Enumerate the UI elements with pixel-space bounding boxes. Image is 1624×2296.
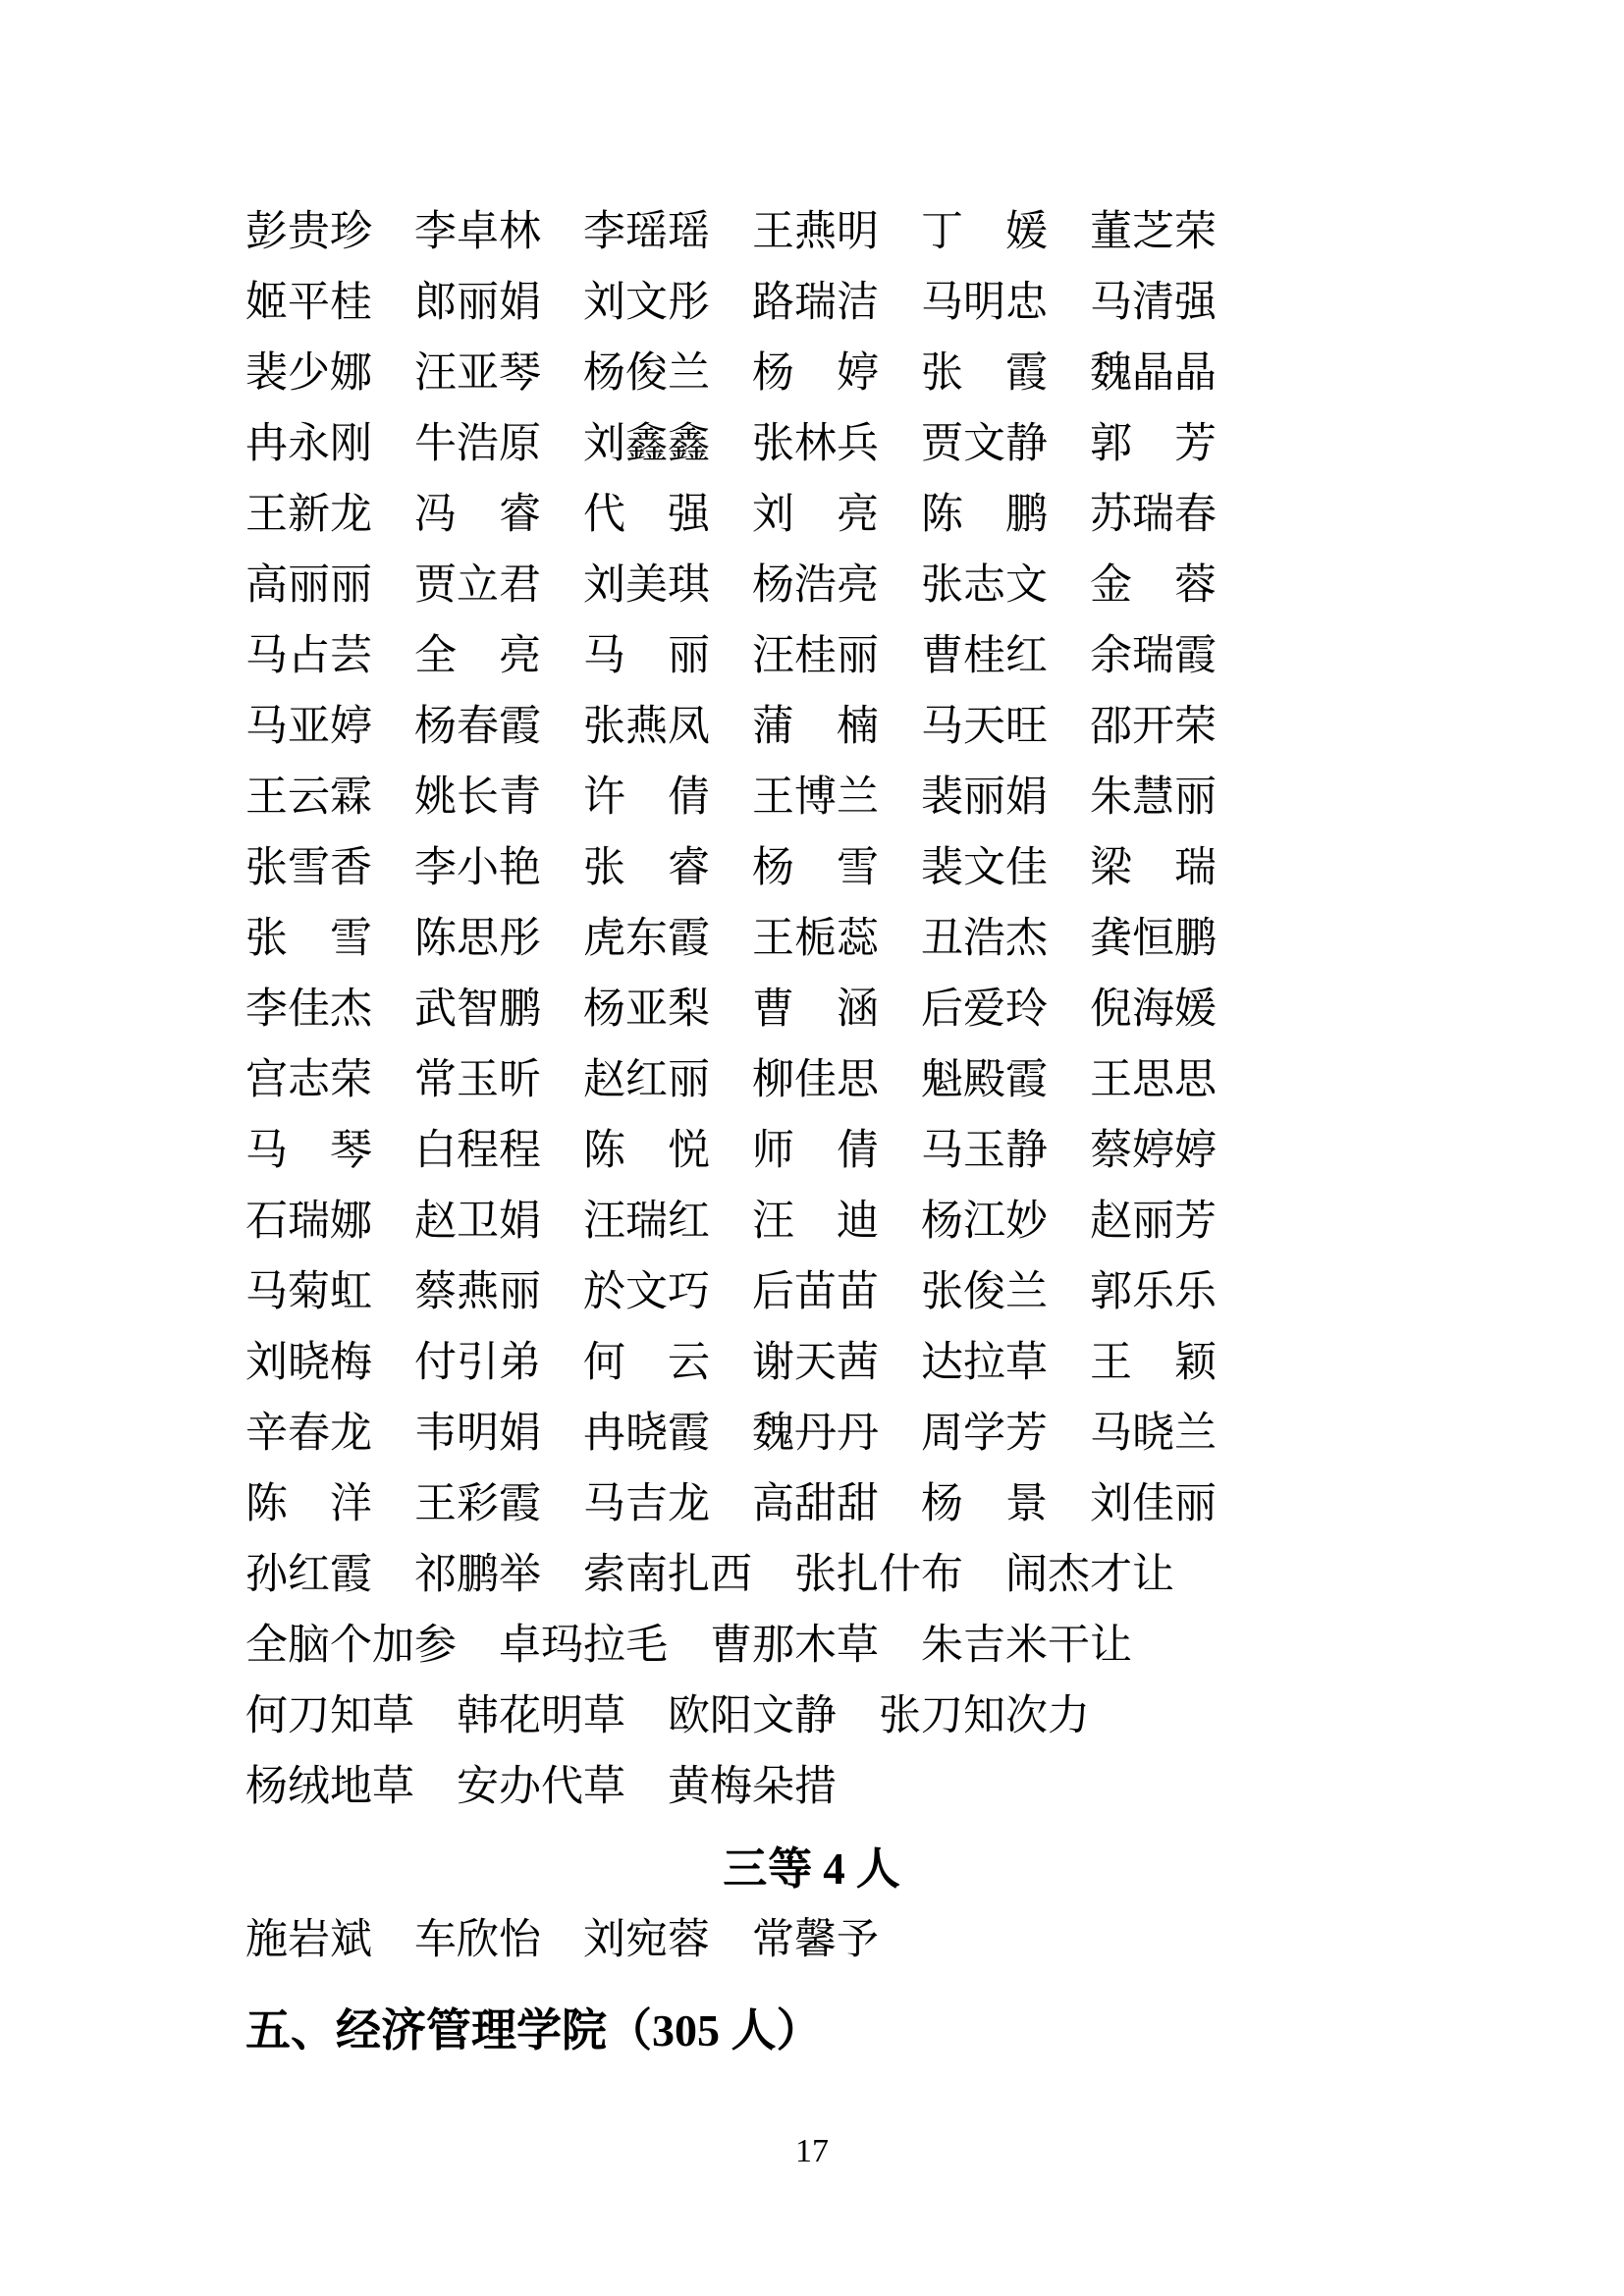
person-name: 邵开荣 xyxy=(1090,704,1217,750)
person-name: 裴文佳 xyxy=(921,845,1048,891)
person-name: 杨 景 xyxy=(921,1481,1048,1527)
person-name: 宫志荣 xyxy=(245,1057,372,1103)
name-row xyxy=(245,1187,1379,1257)
name-row xyxy=(245,1469,1379,1540)
name-row xyxy=(245,1257,1379,1328)
person-name: 裴少娜 xyxy=(245,350,372,397)
person-name: 张刀知次力 xyxy=(879,1693,1090,1739)
person-name: 白程程 xyxy=(414,1128,541,1174)
person-name: 李小艳 xyxy=(414,845,541,891)
person-name: 马清强 xyxy=(1090,280,1217,326)
person-name: 索南扎西 xyxy=(583,1552,752,1598)
person-name: 高丽丽 xyxy=(245,562,372,609)
person-name: 彭贵珍 xyxy=(245,209,372,255)
name-row xyxy=(245,1540,1379,1611)
grade-heading-prefix: 三等 xyxy=(723,1844,814,1894)
name-row xyxy=(245,197,1379,268)
person-name: 杨浩亮 xyxy=(752,562,879,609)
person-name: 马菊虹 xyxy=(245,1269,372,1315)
person-name: 刘美琪 xyxy=(583,562,710,609)
person-name: 刘晓梅 xyxy=(245,1340,372,1386)
name-row xyxy=(245,551,1379,621)
person-name: 魏丹丹 xyxy=(752,1411,879,1457)
person-name: 卓玛拉毛 xyxy=(499,1623,668,1669)
person-name: 冉永刚 xyxy=(245,421,372,467)
person-name: 马吉龙 xyxy=(583,1481,710,1527)
person-name: 刘佳丽 xyxy=(1090,1481,1217,1527)
person-name: 张 霞 xyxy=(921,350,1048,397)
person-name: 余瑞霞 xyxy=(1090,633,1217,679)
person-name: 路瑞洁 xyxy=(752,280,879,326)
person-name: 汪桂丽 xyxy=(752,633,879,679)
person-name: 石瑞娜 xyxy=(245,1199,372,1245)
person-name: 曹桂红 xyxy=(921,633,1048,679)
person-name: 何刀知草 xyxy=(245,1693,414,1739)
person-name: 马明忠 xyxy=(921,280,1048,326)
scholarship-name-list xyxy=(245,197,1379,2066)
person-name: 付引弟 xyxy=(414,1340,541,1386)
name-row xyxy=(245,480,1379,551)
person-name: 马占芸 xyxy=(245,633,372,679)
person-name: 刘 亮 xyxy=(752,492,879,538)
person-name: 李卓林 xyxy=(414,209,541,255)
person-name: 施岩斌 xyxy=(245,1917,372,1963)
person-name: 杨江妙 xyxy=(921,1199,1048,1245)
name-row xyxy=(245,621,1379,692)
person-name: 贾立君 xyxy=(414,562,541,609)
person-name: 倪海媛 xyxy=(1090,987,1217,1033)
person-name: 梁 瑞 xyxy=(1090,845,1217,891)
person-name: 李佳杰 xyxy=(245,987,372,1033)
person-name: 魁殿霞 xyxy=(921,1057,1048,1103)
person-name: 何 云 xyxy=(583,1340,710,1386)
person-name: 汪亚琴 xyxy=(414,350,541,397)
person-name: 马亚婷 xyxy=(245,704,372,750)
name-row xyxy=(245,268,1379,339)
person-name: 张 睿 xyxy=(583,845,710,891)
person-name: 车欣怡 xyxy=(414,1917,541,1963)
person-name: 杨 雪 xyxy=(752,845,879,891)
person-name: 辛春龙 xyxy=(245,1411,372,1457)
person-name: 王云霖 xyxy=(245,774,372,821)
name-row xyxy=(245,1328,1379,1399)
person-name: 孙红霞 xyxy=(245,1552,372,1598)
person-name: 武智鹏 xyxy=(414,987,541,1033)
name-row xyxy=(245,409,1379,480)
person-name: 王栀蕊 xyxy=(752,916,879,962)
person-name: 曹 涵 xyxy=(752,987,879,1033)
person-name: 汪瑞红 xyxy=(583,1199,710,1245)
person-name: 曹那木草 xyxy=(710,1623,879,1669)
person-name: 魏晶晶 xyxy=(1090,350,1217,397)
person-name: 韩花明草 xyxy=(457,1693,625,1739)
person-name: 刘文彤 xyxy=(583,280,710,326)
person-name: 陈 悦 xyxy=(583,1128,710,1174)
person-name: 常玉昕 xyxy=(414,1057,541,1103)
name-row xyxy=(245,1682,1379,1752)
name-row xyxy=(245,1611,1379,1682)
person-name: 朱吉米干让 xyxy=(921,1623,1132,1669)
person-name: 赵红丽 xyxy=(583,1057,710,1103)
person-name: 杨春霞 xyxy=(414,704,541,750)
person-name: 闹杰才让 xyxy=(1005,1552,1174,1598)
name-row xyxy=(245,1905,1379,1976)
person-name: 丁 媛 xyxy=(921,209,1048,255)
name-row xyxy=(245,1399,1379,1469)
person-name: 韦明娟 xyxy=(414,1411,541,1457)
person-name: 苏瑞春 xyxy=(1090,492,1217,538)
name-row xyxy=(245,975,1379,1045)
person-name: 姬平桂 xyxy=(245,280,372,326)
person-name: 王燕明 xyxy=(752,209,879,255)
person-name: 张志文 xyxy=(921,562,1048,609)
name-row xyxy=(245,1045,1379,1116)
grade-heading xyxy=(245,1833,1379,1905)
person-name: 张燕凤 xyxy=(583,704,710,750)
person-name: 贾文静 xyxy=(921,421,1048,467)
person-name: 郎丽娟 xyxy=(414,280,541,326)
name-row xyxy=(245,339,1379,409)
person-name: 李瑶瑶 xyxy=(583,209,710,255)
person-name: 后爱玲 xyxy=(921,987,1048,1033)
person-name: 杨亚梨 xyxy=(583,987,710,1033)
person-name: 马 琴 xyxy=(245,1128,372,1174)
person-name: 朱慧丽 xyxy=(1090,774,1217,821)
person-name: 赵丽芳 xyxy=(1090,1199,1217,1245)
person-name: 王新龙 xyxy=(245,492,372,538)
name-row xyxy=(245,763,1379,833)
section-title: 五、经济管理学院（305 人） xyxy=(245,2005,822,2056)
person-name: 刘宛蓉 xyxy=(583,1917,710,1963)
person-name: 王博兰 xyxy=(752,774,879,821)
person-name: 杨俊兰 xyxy=(583,350,710,397)
person-name: 马 丽 xyxy=(583,633,710,679)
person-name: 后苗苗 xyxy=(752,1269,879,1315)
person-name: 董芝荣 xyxy=(1090,209,1217,255)
person-name: 陈思彤 xyxy=(414,916,541,962)
person-name: 王思思 xyxy=(1090,1057,1217,1103)
person-name: 姚长青 xyxy=(414,774,541,821)
person-name: 柳佳思 xyxy=(752,1057,879,1103)
person-name: 谢天茜 xyxy=(752,1340,879,1386)
person-name: 欧阳文静 xyxy=(668,1693,837,1739)
person-name: 金 蓉 xyxy=(1090,562,1217,609)
person-name: 於文巧 xyxy=(583,1269,710,1315)
grade-heading-count: 4 xyxy=(823,1844,846,1894)
person-name: 马玉静 xyxy=(921,1128,1048,1174)
person-name: 蔡燕丽 xyxy=(414,1269,541,1315)
person-name: 全 亮 xyxy=(414,633,541,679)
person-name: 全脑个加参 xyxy=(245,1623,457,1669)
person-name: 杨绒地草 xyxy=(245,1764,414,1810)
person-name: 冯 睿 xyxy=(414,492,541,538)
person-name: 郭乐乐 xyxy=(1090,1269,1217,1315)
name-row xyxy=(245,692,1379,763)
person-name: 裴丽娟 xyxy=(921,774,1048,821)
person-name: 达拉草 xyxy=(921,1340,1048,1386)
person-name: 高甜甜 xyxy=(752,1481,879,1527)
person-name: 马晓兰 xyxy=(1090,1411,1217,1457)
person-name: 马天旺 xyxy=(921,704,1048,750)
person-name: 王彩霞 xyxy=(414,1481,541,1527)
name-row xyxy=(245,1116,1379,1187)
person-name: 周学芳 xyxy=(921,1411,1048,1457)
person-name: 张扎什布 xyxy=(794,1552,963,1598)
person-name: 张雪香 xyxy=(245,845,372,891)
name-row xyxy=(245,833,1379,904)
person-name: 郭 芳 xyxy=(1090,421,1217,467)
person-name: 陈 洋 xyxy=(245,1481,372,1527)
person-name: 师 倩 xyxy=(752,1128,879,1174)
name-row xyxy=(245,1752,1379,1823)
person-name: 蔡婷婷 xyxy=(1090,1128,1217,1174)
person-name: 王 颖 xyxy=(1090,1340,1217,1386)
person-name: 赵卫娟 xyxy=(414,1199,541,1245)
person-name: 汪 迪 xyxy=(752,1199,879,1245)
second-grade-name-rows xyxy=(245,197,1379,1823)
person-name: 常馨予 xyxy=(752,1917,879,1963)
person-name: 丑浩杰 xyxy=(921,916,1048,962)
person-name: 许 倩 xyxy=(583,774,710,821)
person-name: 安办代草 xyxy=(457,1764,625,1810)
person-name: 张俊兰 xyxy=(921,1269,1048,1315)
name-row xyxy=(245,904,1379,975)
person-name: 张林兵 xyxy=(752,421,879,467)
person-name: 陈 鹏 xyxy=(921,492,1048,538)
person-name: 代 强 xyxy=(583,492,710,538)
grade-heading-suffix: 人 xyxy=(855,1844,901,1894)
person-name: 冉晓霞 xyxy=(583,1411,710,1457)
person-name: 刘鑫鑫 xyxy=(583,421,710,467)
person-name: 龚恒鹏 xyxy=(1090,916,1217,962)
person-name: 牛浩原 xyxy=(414,421,541,467)
person-name: 黄梅朵措 xyxy=(668,1764,837,1810)
person-name: 祁鹏举 xyxy=(414,1552,541,1598)
person-name: 张 雪 xyxy=(245,916,372,962)
third-grade-name-rows xyxy=(245,1905,1379,1976)
person-name: 杨 婷 xyxy=(752,350,879,397)
page-number: 17 xyxy=(795,2133,829,2169)
person-name: 蒲 楠 xyxy=(752,704,879,750)
person-name: 虎东霞 xyxy=(583,916,710,962)
